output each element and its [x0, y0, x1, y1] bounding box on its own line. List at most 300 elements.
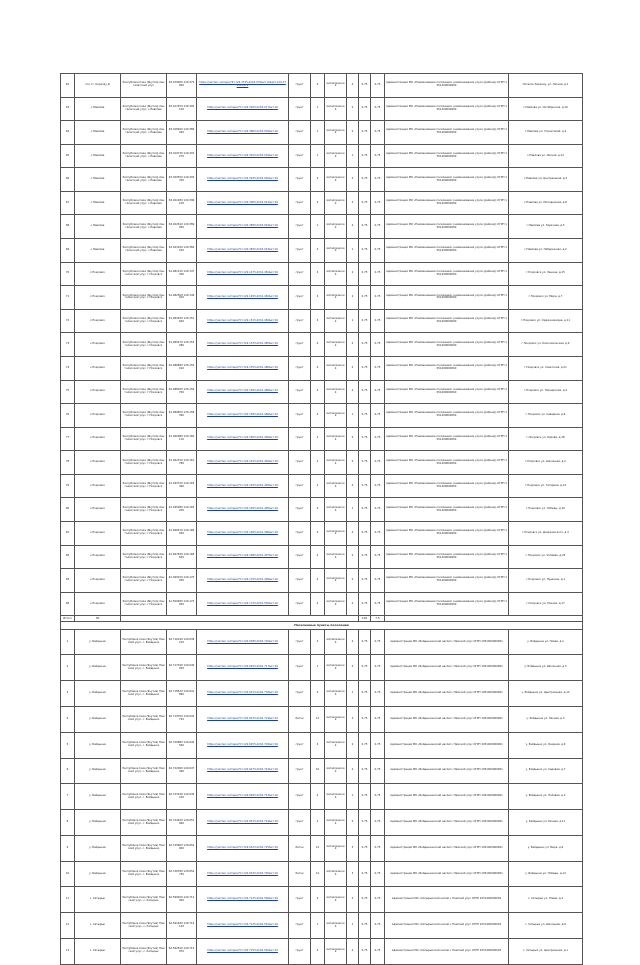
volume-repeat: 0.75 — [371, 861, 385, 887]
map-link[interactable]: https://yandex.ru/maps/?ll=129.151%2C61.484&z=16 — [197, 309, 289, 333]
surface-type: грунт — [289, 215, 311, 239]
region: Республика Саха (Якутия) Хангаласский улус, г.Покровск — [121, 498, 167, 522]
place-name: с.Покровск — [75, 545, 121, 569]
map-link[interactable]: https://yandex.ru/maps/?ll=129.386%2C63.018&z=16 — [197, 121, 289, 145]
map-link[interactable]: https://yandex.ru/maps/?ll=129.396%2C63.021&z=16 — [197, 191, 289, 215]
row-number: 81 — [61, 521, 75, 545]
volume-repeat: 0.75 — [371, 521, 385, 545]
address: с.Павлова ул. Заречная, д.5 — [509, 215, 583, 239]
container-count: 2 — [347, 939, 359, 965]
area: 4 — [311, 569, 325, 593]
owner: Администрация МО «Бэйдыннэнский наслег» Намский улус ОГРН 1051400000001 — [385, 835, 509, 861]
container-count: 2 — [347, 521, 359, 545]
volume-repeat: 0.75 — [371, 333, 385, 357]
table-row — [61, 474, 583, 498]
container-count: 2 — [347, 215, 359, 239]
address: у. Бэйдыннэ ул. Мира, д.6 — [509, 835, 583, 861]
coordinates: 62.591630 129.714140 — [167, 913, 197, 939]
volume-repeat: 0.75 — [371, 913, 385, 939]
volume-repeat: 0.75 — [371, 707, 385, 733]
coordinates: 61.488200 129.156700 — [167, 380, 197, 404]
coordinates: 62.726780 129.654730 — [167, 861, 197, 887]
area: 4 — [311, 309, 325, 333]
area: 4 — [311, 427, 325, 451]
table-row — [61, 191, 583, 215]
surface-type: грунт — [289, 592, 311, 616]
map-link[interactable]: https://yandex.ru/maps/?ll=129.654%2C62.726&z=16 — [197, 861, 289, 887]
address: с. Хатырык ул. Школьная, д.8 — [509, 913, 583, 939]
owner: Администрация МО «Наименование поселения» (наименование улуса (района)) ОГРН 1051400000000 — [385, 521, 509, 545]
map-link[interactable]: https://yandex.ru/maps/?ll=129.166%2C61.496&z=16 — [197, 521, 289, 545]
map-link[interactable]: https://yandex.ru/maps/?ll=129.161%2C61.492&z=16 — [197, 451, 289, 475]
coordinates: 61.481120 129.147300 — [167, 262, 197, 286]
map-link[interactable]: https://yandex.ru/maps/?ll=129.160%2C61.490&z=16 — [197, 427, 289, 451]
volume-repeat: 0.75 — [371, 569, 385, 593]
surface-type: грунт — [289, 97, 311, 121]
table-row — [61, 887, 583, 913]
area: 4 — [311, 810, 325, 836]
owner: Администрация МО «Наименование поселения» (наименование улуса (района)) ОГРН 1051400000000 — [385, 451, 509, 475]
container-type: металлический — [325, 97, 347, 121]
container-count: 2 — [347, 451, 359, 475]
row-number: 75 — [61, 380, 75, 404]
row-number: 73 — [61, 333, 75, 357]
coordinates: 61.489650 129.158390 — [167, 404, 197, 428]
address: г.Покровск ул. Победы, д.10 — [509, 498, 583, 522]
area: 12 — [311, 835, 325, 861]
coordinates: 61.493720 129.163490 — [167, 474, 197, 498]
section-2-header — [61, 622, 583, 629]
container-type: металлический — [325, 74, 347, 98]
coordinates: 62.716190 129.638210 — [167, 629, 197, 655]
owner: Администрация МО «Наименование поселения» (наименование улуса (района)) ОГРН 1051400000000 — [385, 262, 509, 286]
area: 4 — [311, 498, 325, 522]
container-count: 3 — [347, 835, 359, 861]
table-row — [61, 913, 583, 939]
container-type: металлический — [325, 356, 347, 380]
place-name: с.Покровск — [75, 427, 121, 451]
owner: Администрация МО «Наименование поселения» (наименование улуса (района)) ОГРН 1051400000000 — [385, 592, 509, 616]
container-type: металлический — [325, 427, 347, 451]
place-name: у. Бэйдыннэ — [75, 707, 121, 733]
coordinates: 61.495080 129.165200 — [167, 498, 197, 522]
surface-type: грунт — [289, 732, 311, 758]
area: 4 — [311, 784, 325, 810]
container-volume: 0.75 — [359, 74, 371, 98]
address: с.Павлова ул. Октябрьская, д.10 — [509, 97, 583, 121]
coordinates: 61.486890 129.155010 — [167, 356, 197, 380]
container-volume: 0.75 — [359, 887, 371, 913]
container-type: металлический — [325, 498, 347, 522]
region: Республика Саха (Якутия) Намский улус, с. Бэйдыннэ — [121, 681, 167, 707]
table-row — [61, 121, 583, 145]
container-type: металлический — [325, 681, 347, 707]
map-link[interactable]: https://yandex.ru/maps/?ll=129.158%2C61.489&z=16 — [197, 404, 289, 428]
container-volume: 0.75 — [359, 239, 371, 263]
container-type: металлический — [325, 215, 347, 239]
address: с.Павлова ул. Набережная, д.2 — [509, 239, 583, 263]
coordinates: 63.021480 129.396100 — [167, 191, 197, 215]
volume-repeat: 0.75 — [371, 498, 385, 522]
container-count: 2 — [347, 356, 359, 380]
address: у. Бэйдыннэ ул. Садовая, д.7 — [509, 758, 583, 784]
map-link[interactable]: https://yandex.ru/maps/?ll=129.649%2C62.723&z=16 — [197, 784, 289, 810]
container-count: 2 — [347, 427, 359, 451]
registry-page — [60, 73, 582, 965]
coordinates: 61.492310 129.161780 — [167, 451, 197, 475]
container-type: металлический — [325, 810, 347, 836]
map-link[interactable]: https://yandex.ru/maps/?ll=129.384%2C63.023&z=16 — [197, 239, 289, 263]
container-volume: 0.75 — [359, 592, 371, 616]
place-name: с.Покровск — [75, 356, 121, 380]
map-link[interactable]: https://yandex.ru/maps/?ll=129.374%2C63.079&z=16&pt=129.374,63.079 — [197, 74, 289, 98]
place-name: с.Павлова — [75, 191, 121, 215]
area: 4 — [311, 521, 325, 545]
container-volume: 0.75 — [359, 451, 371, 475]
map-link[interactable]: https://yandex.ru/maps/?ll=129.714%2C62.591&z=16 — [197, 913, 289, 939]
map-link[interactable]: https://yandex.ru/maps/?ll=129.645%2C62.720&z=16 — [197, 732, 289, 758]
owner: Администрация МО «Бэйдыннэнский наслег» Намский улус ОГРН 1051400000001 — [385, 681, 509, 707]
volume-repeat: 0.75 — [371, 629, 385, 655]
container-count: 2 — [347, 545, 359, 569]
volume-repeat: 0.75 — [371, 545, 385, 569]
place-name: у. Бэйдыннэ — [75, 629, 121, 655]
owner: Администрация МО «Бэйдыннэнский наслег» Намский улус ОГРН 1051400000001 — [385, 629, 509, 655]
map-link[interactable]: https://yandex.ru/maps/?ll=129.172%2C61.500&z=16 — [197, 592, 289, 616]
place-name: с.Павлова — [75, 239, 121, 263]
row-number: 1 — [61, 629, 75, 655]
container-count: 2 — [347, 887, 359, 913]
address: г.Покровск ул. Орджоникидзе, д.11 — [509, 309, 583, 333]
row-number: 68 — [61, 215, 75, 239]
area: 1 — [311, 144, 325, 168]
container-volume: 0.75 — [359, 168, 371, 192]
region: Республика Саха (Якутия) Намский улус, с. Бэйдыннэ — [121, 707, 167, 733]
container-count: 1 — [347, 681, 359, 707]
container-volume: 0.75 — [359, 191, 371, 215]
coordinates: 61.482500 129.149910 — [167, 286, 197, 310]
row-number: 74 — [61, 356, 75, 380]
row-number: 11 — [61, 887, 75, 913]
volume-repeat: 0.75 — [371, 732, 385, 758]
coordinates: 61.500480 129.172040 — [167, 592, 197, 616]
container-volume: 0.75 — [359, 286, 371, 310]
place-name: у. Бэйдыннэ — [75, 810, 121, 836]
container-volume: 0.75 — [359, 655, 371, 681]
region: Республика Саха (Якутия) Хангаласский улус, с.Павлова — [121, 121, 167, 145]
container-count: 1 — [347, 913, 359, 939]
volume-repeat: 0.75 — [371, 97, 385, 121]
map-link[interactable]: https://yandex.ru/maps/?ll=129.647%2C62.722&z=16 — [197, 758, 289, 784]
map-link[interactable]: https://yandex.ru/maps/?ll=129.165%2C61.495&z=16 — [197, 498, 289, 522]
table-row — [61, 427, 583, 451]
address: у. Бэйдыннэ ул. Центральная, д.12 — [509, 681, 583, 707]
volume-repeat: 0.75 — [371, 758, 385, 784]
surface-type: бетон — [289, 707, 311, 733]
address: г.Покровск ул. Комсомольская, д.9 — [509, 333, 583, 357]
area: 1 — [311, 913, 325, 939]
container-count: 3 — [347, 861, 359, 887]
table-row — [61, 168, 583, 192]
row-number: 8 — [61, 810, 75, 836]
address: г.Покровск ул. Кирова, д.18 — [509, 427, 583, 451]
surface-type: бетон — [289, 861, 311, 887]
row-number: 63 — [61, 97, 75, 121]
table-row — [61, 784, 583, 810]
map-link[interactable]: https://yandex.ru/maps/?ll=129.149%2C61.482&z=16 — [197, 286, 289, 310]
volume-repeat: 0.75 — [371, 286, 385, 310]
row-number: 64 — [61, 121, 75, 145]
owner: Администрация МО «Наименование поселения» (наименование улуса (района)) ОГРН 1051400000000 — [385, 545, 509, 569]
address: г.Покровск ул. Пионерская, д.4 — [509, 380, 583, 404]
place-name: с.Покровск — [75, 262, 121, 286]
place-name: у. Бэйдыннэ — [75, 861, 121, 887]
map-link[interactable]: https://yandex.ru/maps/?ll=129.389%2C63.022&z=16 — [197, 215, 289, 239]
surface-type: грунт — [289, 939, 311, 965]
container-count: 2 — [347, 121, 359, 145]
area: 1 — [311, 215, 325, 239]
map-link[interactable]: https://yandex.ru/maps/?ll=129.640%2C62.717&z=16 — [197, 655, 289, 681]
table-row — [61, 262, 583, 286]
surface-type: грунт — [289, 521, 311, 545]
container-count: 1 — [347, 498, 359, 522]
place-name: с. Хатырык — [75, 939, 121, 965]
map-link[interactable]: https://yandex.ru/maps/?ll=129.651%2C62.724&z=16 — [197, 810, 289, 836]
container-volume: 0.75 — [359, 380, 371, 404]
surface-type: грунт — [289, 144, 311, 168]
container-count: 2 — [347, 474, 359, 498]
map-link[interactable]: https://yandex.ru/maps/?ll=129.393%2C63.020&z=16 — [197, 168, 289, 192]
registry-table — [60, 73, 583, 965]
region: Республика Саха (Якутия) Намский улус, с. Бэйдыннэ — [121, 810, 167, 836]
coordinates: 63.020550 129.393700 — [167, 168, 197, 192]
coordinates: 62.722060 129.647390 — [167, 758, 197, 784]
surface-type: грунт — [289, 404, 311, 428]
volume-repeat: 0.75 — [371, 215, 385, 239]
address: г.Покровск ул. Южная, д.17 — [509, 592, 583, 616]
surface-type: грунт — [289, 286, 311, 310]
place-name: с. Хатырык — [75, 887, 121, 913]
map-link[interactable]: https://yandex.ru/maps/?ll=129.712%2C62.590&z=16 — [197, 887, 289, 913]
container-volume: 0.75 — [359, 215, 371, 239]
row-number: 62 — [61, 74, 75, 98]
coordinates: 61.484030 129.151640 — [167, 309, 197, 333]
surface-type: бетон — [289, 835, 311, 861]
owner: Администрация МО «Наименование поселения» (наименование улуса (района)) ОГРН 1051400000000 — [385, 427, 509, 451]
owner: Администрация МО «Бэйдыннэнский наслег» Намский улус ОГРН 1051400000001 — [385, 810, 509, 836]
map-link[interactable]: https://yandex.ru/maps/?ll=129.643%2C62.719&z=16 — [197, 707, 289, 733]
table-row — [61, 707, 583, 733]
container-type: металлический — [325, 784, 347, 810]
container-type: металлический — [325, 380, 347, 404]
owner: Администрация МО «Наименование поселения» (наименование улуса (района)) ОГРН 1051400000000 — [385, 380, 509, 404]
region: Республика Саха (Якутия) Хангаласский улус, г.Покровск — [121, 309, 167, 333]
map-link[interactable]: https://yandex.ru/maps/?ll=129.147%2C61.481&z=16 — [197, 262, 289, 286]
container-count: 2 — [347, 732, 359, 758]
container-count: 2 — [347, 592, 359, 616]
volume-repeat: 0.75 — [371, 168, 385, 192]
container-volume: 0.75 — [359, 732, 371, 758]
container-volume: 0.75 — [359, 121, 371, 145]
container-type: металлический — [325, 168, 347, 192]
place-name: пос.ст. Корачау Д — [75, 74, 121, 98]
table-row — [61, 215, 583, 239]
region: Республика Саха (Якутия) Хангаласский улус, г.Покровск — [121, 262, 167, 286]
region: Республика Саха (Якутия) Хангаласский улус, г.Покровск — [121, 333, 167, 357]
summary-vol1: 105 — [359, 616, 371, 622]
surface-type: грунт — [289, 191, 311, 215]
volume-repeat: 0.75 — [371, 474, 385, 498]
place-name: с.Павлова — [75, 144, 121, 168]
row-number: 79 — [61, 474, 75, 498]
container-volume: 0.75 — [359, 521, 371, 545]
owner: Администрация МО «Бэйдыннэнский наслег» Намский улус ОГРН 1051400000001 — [385, 732, 509, 758]
container-volume: 0.75 — [359, 97, 371, 121]
container-count: 1 — [347, 309, 359, 333]
map-link[interactable]: https://yandex.ru/maps/?ll=129.156%2C61.488&z=16 — [197, 380, 289, 404]
region: Республика Саха (Якутия) Намский улус, с. Хатырык — [121, 913, 167, 939]
volume-repeat: 0.75 — [371, 191, 385, 215]
container-volume: 0.75 — [359, 913, 371, 939]
area: 4 — [311, 286, 325, 310]
coordinates: 62.724420 129.651060 — [167, 810, 197, 836]
area: 4 — [311, 939, 325, 965]
map-link[interactable]: https://yandex.ru/maps/?ll=129.652%2C62.725&z=16 — [197, 835, 289, 861]
region: Республика Саха (Якутия) Хангаласский улус, г.Покровск — [121, 356, 167, 380]
container-volume: 0.75 — [359, 939, 371, 965]
container-count: 2 — [347, 569, 359, 593]
owner: Администрация МО «Бэйдыннэнский наслег» Намский улус ОГРН 1051400000001 — [385, 707, 509, 733]
table-row — [61, 521, 583, 545]
map-link[interactable]: https://yandex.ru/maps/?ll=129.638%2C62.716&z=16 — [197, 629, 289, 655]
container-type: металлический — [325, 758, 347, 784]
region: Республика Саха (Якутия) Хангаласский улус, г.Покровск — [121, 427, 167, 451]
container-volume: 0.75 — [359, 333, 371, 357]
place-name: у. Бэйдыннэ — [75, 784, 121, 810]
table-row — [61, 239, 583, 263]
area: 4 — [311, 474, 325, 498]
coordinates: 63.079000 129.374000 — [167, 74, 197, 98]
area: 1 — [311, 655, 325, 681]
map-link[interactable]: https://yandex.ru/maps/?ll=129.392%2C63.017&z=16 — [197, 97, 289, 121]
volume-repeat: 0.75 — [371, 810, 385, 836]
container-count: 2 — [347, 262, 359, 286]
region: Республика Саха (Якутия) Намский улус, с. Бэйдыннэ — [121, 758, 167, 784]
container-count: 2 — [347, 191, 359, 215]
surface-type: грунт — [289, 784, 311, 810]
address: г.Покровск ул. Дзержинского, д.3 — [509, 521, 583, 545]
table-row — [61, 629, 583, 655]
row-number: 70 — [61, 262, 75, 286]
surface-type: грунт — [289, 333, 311, 357]
map-link[interactable]: https://yandex.ru/maps/?ll=129.641%2C62.718&z=16 — [197, 681, 289, 707]
owner: Администрация МО «Наименование поселения» (наименование улуса (района)) ОГРН 1051400000000 — [385, 97, 509, 121]
address: г.Покровск ул. Советская, д.21 — [509, 356, 583, 380]
map-link[interactable]: https://yandex.ru/maps/?ll=129.170%2C61.499&z=16 — [197, 569, 289, 593]
row-number: 4 — [61, 707, 75, 733]
surface-type: грунт — [289, 498, 311, 522]
table-row — [61, 333, 583, 357]
address: у. Бэйдыннэ ул. Новая, д.1 — [509, 629, 583, 655]
region: Республика Саха (Якутия) Хангаласский улус — [121, 74, 167, 98]
owner: Администрация МО «Хатырыкский наслег» Намский улус ОГРН 1051400000002 — [385, 939, 509, 965]
map-link[interactable]: https://yandex.ru/maps/?ll=129.168%2C61.497&z=16 — [197, 545, 289, 569]
container-type: металлический — [325, 286, 347, 310]
table-row — [61, 498, 583, 522]
container-volume: 0.75 — [359, 474, 371, 498]
region: Республика Саха (Якутия) Хангаласский улус, с.Павлова — [121, 97, 167, 121]
map-link[interactable]: https://yandex.ru/maps/?ll=129.715%2C62.592&z=16 — [197, 939, 289, 965]
map-link[interactable]: https://yandex.ru/maps/?ll=129.163%2C61.493&z=16 — [197, 474, 289, 498]
region: Республика Саха (Якутия) Намский улус, с. Бэйдыннэ — [121, 732, 167, 758]
row-number: 66 — [61, 168, 75, 192]
surface-type: грунт — [289, 168, 311, 192]
container-volume: 0.75 — [359, 356, 371, 380]
owner: Администрация МО «Бэйдыннэнский наслег» Намский улус ОГРН 1051400000001 — [385, 784, 509, 810]
address: с. Хатырык ул. Новая, д.4 — [509, 887, 583, 913]
surface-type: грунт — [289, 309, 311, 333]
area: 4 — [311, 262, 325, 286]
table-row — [61, 810, 583, 836]
place-name: с.Покровск — [75, 309, 121, 333]
surface-type: грунт — [289, 569, 311, 593]
surface-type: грунт — [289, 913, 311, 939]
container-count: 3 — [347, 707, 359, 733]
coordinates: 63.017450 129.392100 — [167, 97, 197, 121]
coordinates: 63.023100 129.384520 — [167, 239, 197, 263]
volume-repeat: 0.75 — [371, 356, 385, 380]
area: 4 — [311, 592, 325, 616]
row-number: 9 — [61, 835, 75, 861]
area: 4 — [311, 545, 325, 569]
surface-type: грунт — [289, 74, 311, 98]
container-count: 2 — [347, 655, 359, 681]
container-type: металлический — [325, 629, 347, 655]
area: 4 — [311, 356, 325, 380]
coordinates: 61.499150 129.170350 — [167, 569, 197, 593]
region: Республика Саха (Якутия) Хангаласский улус, г.Покровск — [121, 286, 167, 310]
area: 4 — [311, 191, 325, 215]
region: Республика Саха (Якутия) Хангаласский улус, г.Покровск — [121, 592, 167, 616]
row-number: 2 — [61, 655, 75, 681]
address: г.Покровск ул. Северная, д.6 — [509, 404, 583, 428]
address: г.Покровск ул. Мира, д.7 — [509, 286, 583, 310]
region: Республика Саха (Якутия) Хангаласский улус, с.Павлова — [121, 168, 167, 192]
map-link[interactable]: https://yandex.ru/maps/?ll=129.391%2C63.019&z=16 — [197, 144, 289, 168]
address: с.Павлова ул. Центральная, д.3 — [509, 168, 583, 192]
coordinates: 62.592810 129.715970 — [167, 939, 197, 965]
region: Республика Саха (Якутия) Хангаласский улус, г.Покровск — [121, 545, 167, 569]
volume-repeat: 0.75 — [371, 592, 385, 616]
section-2-rows — [61, 629, 583, 964]
surface-type: грунт — [289, 810, 311, 836]
container-type: металлический — [325, 569, 347, 593]
area: 10 — [311, 758, 325, 784]
row-number: 76 — [61, 404, 75, 428]
container-volume: 0.75 — [359, 835, 371, 861]
address: г.Покровск ул. Ленина, д.15 — [509, 262, 583, 286]
address: г.Покровск ул. Школьная, д.2 — [509, 451, 583, 475]
area: 4 — [311, 239, 325, 263]
map-link[interactable]: https://yandex.ru/maps/?ll=129.155%2C61.486&z=16 — [197, 356, 289, 380]
region: Республика Саха (Якутия) Намский улус, с. Бэйдыннэ — [121, 629, 167, 655]
surface-type: грунт — [289, 380, 311, 404]
address: у. Бэйдыннэ ул. Победы, д.14 — [509, 861, 583, 887]
map-link[interactable]: https://yandex.ru/maps/?ll=129.153%2C61.485&z=16 — [197, 333, 289, 357]
volume-repeat: 0.75 — [371, 427, 385, 451]
container-type: металлический — [325, 191, 347, 215]
address: у. Бэйдыннэ ул. Школьная, д.5 — [509, 655, 583, 681]
